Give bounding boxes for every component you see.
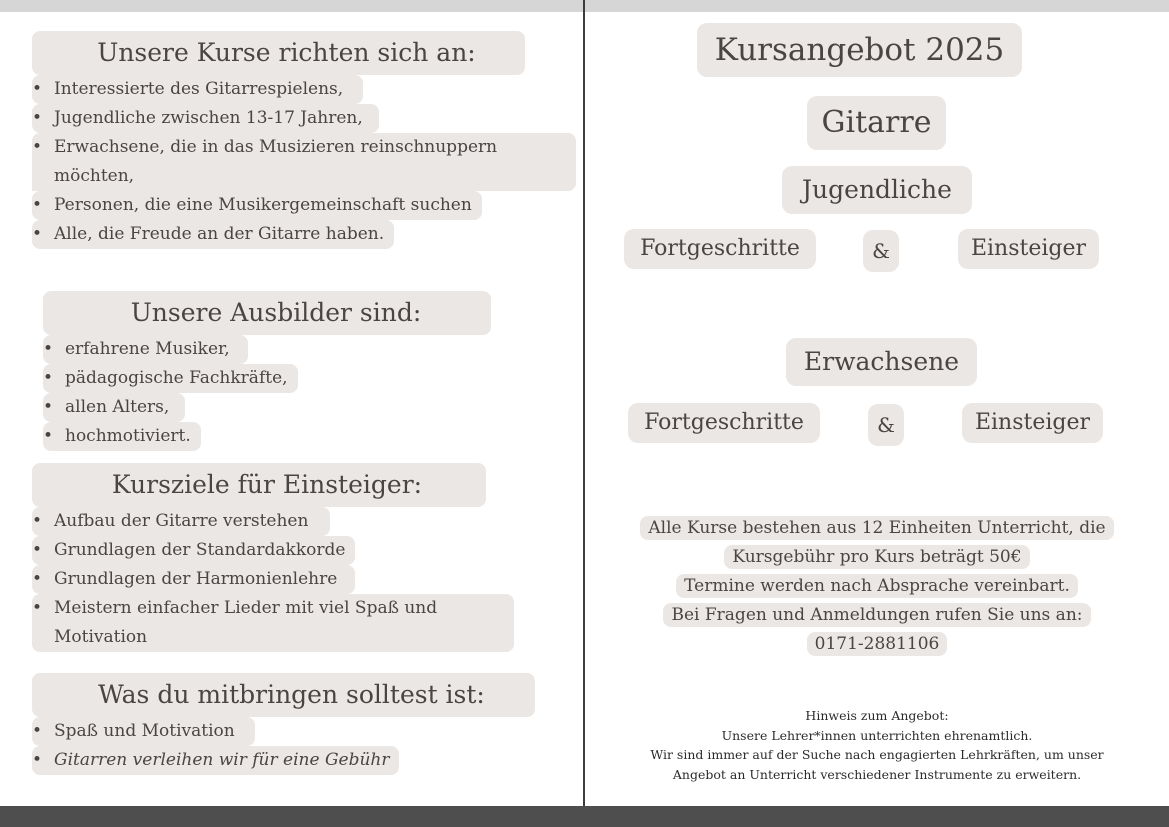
list-item: • Grundlagen der Standardakkorde bbox=[32, 536, 514, 565]
ampersand: & bbox=[863, 230, 899, 272]
instructors-list bbox=[43, 335, 298, 451]
list-item: • Erwachsene, die in das Musizieren reinschnuppern möchten, bbox=[32, 133, 576, 191]
goals-list bbox=[32, 507, 514, 652]
list-item: • Spaß und Motivation bbox=[32, 717, 399, 746]
info-line: Bei Fragen und Anmeldungen rufen Sie uns an: bbox=[663, 603, 1090, 627]
list-item: • Jugendliche zwischen 13-17 Jahren, bbox=[32, 104, 576, 133]
audience-list bbox=[32, 75, 576, 249]
info-line: Termine werden nach Absprache vereinbart. bbox=[676, 574, 1078, 598]
level-advanced-youth: Fortgeschritte bbox=[624, 229, 816, 269]
note-line: Wir sind immer auf der Suche nach engagierten Lehrkräften, um unser bbox=[650, 747, 1104, 762]
list-item: • Aufbau der Gitarre verstehen bbox=[32, 507, 514, 536]
level-beginner-youth: Einsteiger bbox=[958, 229, 1099, 269]
section-heading-audience: Unsere Kurse richten sich an: bbox=[32, 31, 525, 75]
section-heading-instructors: Unsere Ausbilder sind: bbox=[43, 291, 491, 335]
list-item: • Personen, die eine Musikergemeinschaft suchen bbox=[32, 191, 576, 220]
list-item: • allen Alters, bbox=[43, 393, 298, 422]
group-adults: Erwachsene bbox=[786, 338, 977, 386]
bring-list bbox=[32, 717, 399, 775]
ampersand: & bbox=[868, 404, 904, 446]
section-heading-bring: Was du mitbringen solltest ist: bbox=[32, 673, 535, 717]
page-divider bbox=[583, 0, 585, 827]
offer-note bbox=[600, 706, 1154, 784]
list-item: • Gitarren verleihen wir für eine Gebühr bbox=[32, 746, 399, 775]
note-line: Unsere Lehrer*innen unterrichten ehrenamtlich. bbox=[721, 727, 1033, 743]
course-info bbox=[594, 514, 1160, 659]
list-item: • Grundlagen der Harmonienlehre bbox=[32, 565, 514, 594]
list-item: • Alle, die Freude an der Gitarre haben. bbox=[32, 220, 576, 249]
list-item: • pädagogische Fachkräfte, bbox=[43, 364, 298, 393]
page-title: Kursangebot 2025 bbox=[697, 23, 1022, 77]
section-heading-goals: Kursziele für Einsteiger: bbox=[32, 463, 486, 507]
list-item: • erfahrene Musiker, bbox=[43, 335, 298, 364]
level-beginner-adults: Einsteiger bbox=[962, 403, 1103, 443]
info-line: Kursgebühr pro Kurs beträgt 50€ bbox=[724, 545, 1029, 569]
list-item: • Interessierte des Gitarrespielens, bbox=[32, 75, 576, 104]
note-line: Hinweis zum Angebot: bbox=[805, 708, 949, 723]
group-youth: Jugendliche bbox=[782, 166, 972, 214]
info-line: Alle Kurse bestehen aus 12 Einheiten Unterricht, die bbox=[640, 516, 1113, 540]
note-line: Angebot an Unterricht verschiedener Instrumente zu erweitern. bbox=[672, 766, 1082, 782]
instrument-title: Gitarre bbox=[807, 96, 946, 150]
bottom-bar bbox=[0, 806, 1169, 827]
list-item: • hochmotiviert. bbox=[43, 422, 298, 451]
phone-number: 0171-2881106 bbox=[807, 632, 948, 656]
list-item: • Meistern einfacher Lieder mit viel Spaß und Motivation bbox=[32, 594, 514, 652]
level-advanced-adults: Fortgeschritte bbox=[628, 403, 820, 443]
